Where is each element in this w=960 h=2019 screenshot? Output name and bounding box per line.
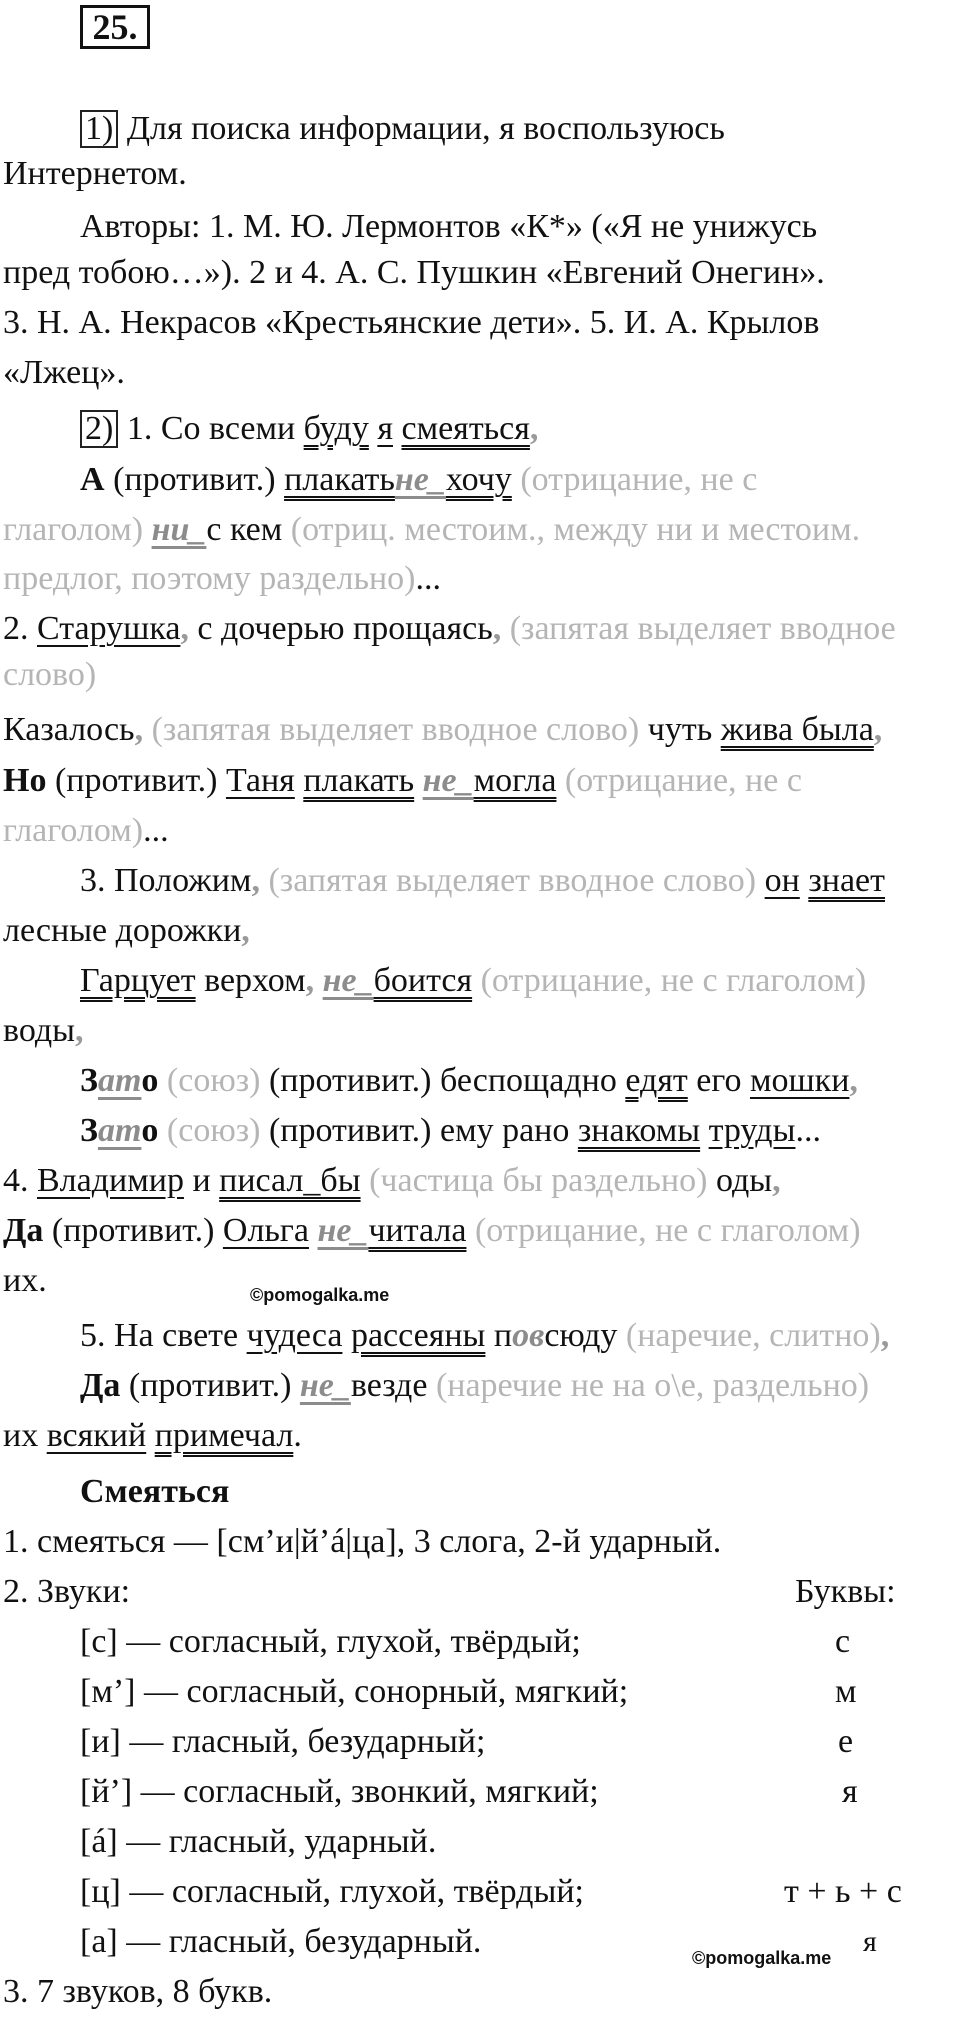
s5b-line: Да (противит.) не_везде (наречие не на о\е, раздельно) — [80, 1367, 870, 1404]
sound-row: [и] — гласный, безударный; — [80, 1723, 486, 1760]
predicate: буду — [303, 410, 369, 447]
s2-line: 2. Старушка, с дочерью прощаясь, (запятая выделяет вводное — [3, 610, 896, 647]
s5c-line: их всякий примечал. — [3, 1417, 302, 1454]
analysis-line3: 3. 7 звуков, 8 букв. — [3, 1973, 273, 2010]
letter-cell: с — [835, 1623, 851, 1660]
letter-cell: м — [835, 1673, 857, 1710]
letter-cell: т + ь + с — [784, 1873, 902, 1910]
s4c-line: их. — [3, 1262, 47, 1299]
s3b-line: лесные дорожки, — [3, 912, 250, 949]
s1-line: 2) 1. Со всеми буду я смеяться, — [80, 404, 538, 454]
s3c-line: Гарцует верхом, не_боится (отрицание, не с глаголом) — [80, 962, 867, 999]
sounds-label: 2. Звуки: — [3, 1573, 131, 1610]
letter-cell: е — [838, 1723, 854, 1760]
authors-line3: 3. Н. А. Некрасов «Крестьянские дети». 5. И. А. Крылов — [3, 304, 820, 341]
s2e-line: глаголом)... — [3, 812, 169, 849]
subject: я — [377, 410, 393, 447]
s2d-line: Но (противит.) Таня плакать не_могла (отрицание, не с — [3, 762, 802, 799]
letters-label: Буквы: — [795, 1573, 896, 1610]
authors-line1: Авторы: 1. М. Ю. Лермонтов «К*» («Я не унижусь — [80, 208, 818, 245]
sound-row: [м’] — согласный, сонорный, мягкий; — [80, 1673, 629, 1710]
analysis-line1: 1. смеяться — [см’и|й’á|ца], 3 слога, 2-й ударный. — [3, 1523, 722, 1560]
s4b-line: Да (противит.) Ольга не_читала (отрицание, не с глаголом) — [3, 1212, 861, 1249]
part2-marker: 2) — [80, 410, 118, 448]
analysis-heading: Смеяться — [80, 1473, 230, 1510]
sound-row: [ц] — согласный, глухой, твёрдый; — [80, 1873, 584, 1910]
sound-row: [á] — гласный, ударный. — [80, 1823, 437, 1860]
s1b-line: А (противит.) плакатьне_хочу (отрицание, не с — [80, 461, 758, 498]
s4-line: 4. Владимир и писал_бы (частица бы раздельно) оды, — [3, 1162, 781, 1199]
s2c-line: Казалось, (запятая выделяет вводное слово) чуть жива была, — [3, 711, 883, 748]
sound-row: [й’] — согласный, звонкий, мягкий; — [80, 1773, 599, 1810]
part1-line2: Интернетом. — [3, 155, 187, 192]
predicate: смеяться — [401, 410, 530, 447]
part1-marker: 1) — [80, 110, 118, 148]
letter-cell: я — [842, 1773, 858, 1810]
sound-row: [с] — согласный, глухой, твёрдый; — [80, 1623, 581, 1660]
s3d-line: воды, — [3, 1012, 84, 1049]
part1-line1: 1) Для поиска информации, я воспользуюсь — [80, 104, 725, 154]
s2b-line: слово) — [3, 656, 97, 693]
s3f-line: Зато (союз) (противит.) ему рано знакомы труды... — [80, 1112, 821, 1149]
watermark: ©pomogalka.me — [692, 1948, 832, 1968]
s1d-line: предлог, поэтому раздельно)... — [3, 560, 441, 597]
s3-line: 3. Положим, (запятая выделяет вводное слово) он знает — [80, 862, 885, 899]
authors-line4: «Лжец». — [3, 354, 125, 391]
s3e-line: Зато (союз) (противит.) беспощадно едят его мошки, — [80, 1062, 858, 1099]
sound-row: [а] — гласный, безударный. — [80, 1923, 482, 1960]
s1c-line: глаголом) ни_с кем (отриц. местоим., между ни и местоим. — [3, 511, 861, 548]
s5-line: 5. На свете чудеса рассеяны повсюду (наречие, слитно), — [80, 1317, 890, 1354]
watermark: ©pomogalka.me — [250, 1285, 390, 1305]
authors-line2: пред тобою…»). 2 и 4. А. С. Пушкин «Евгений Онегин». — [3, 254, 825, 291]
task-number: 25. — [80, 5, 150, 49]
extra-letter: я — [863, 1925, 877, 1958]
